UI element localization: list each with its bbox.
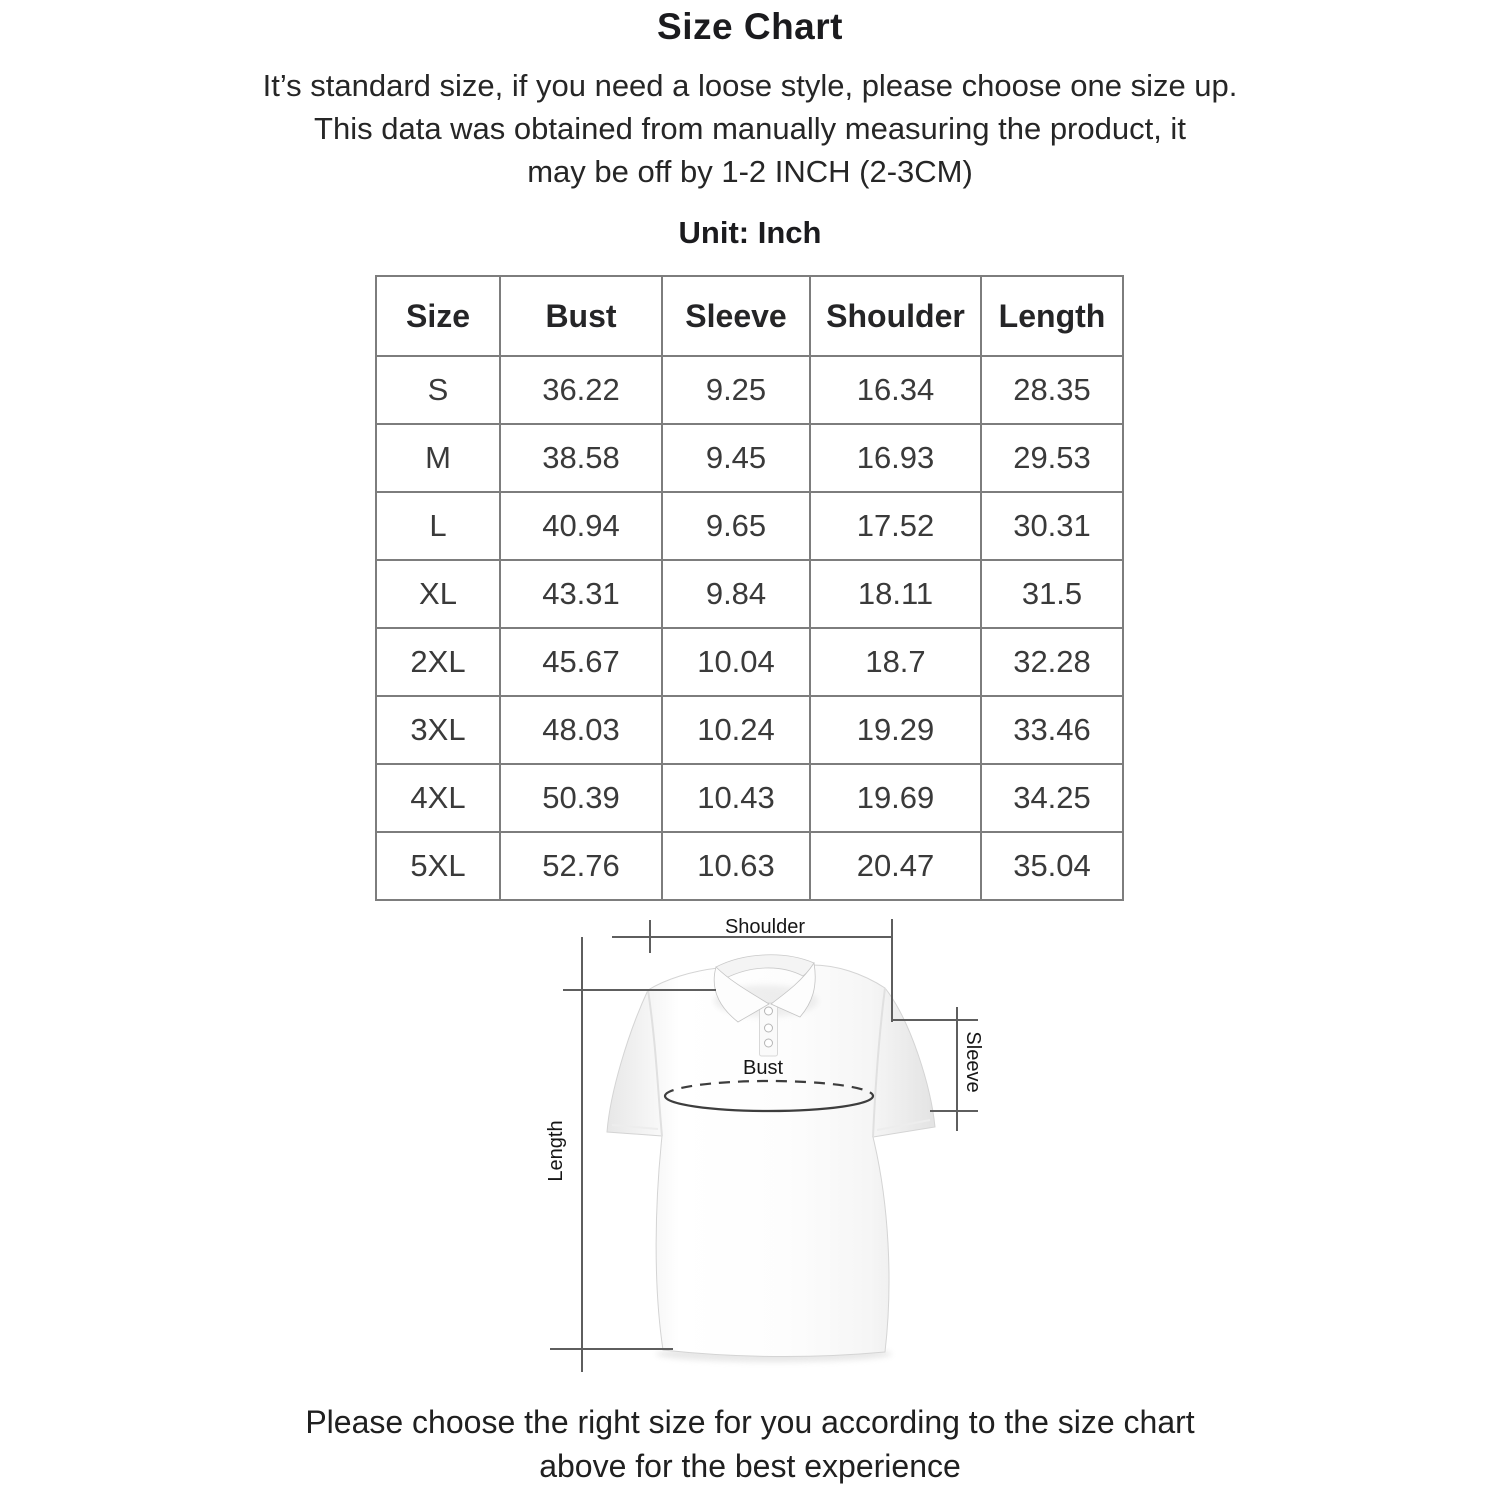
shirt-illustration bbox=[607, 955, 935, 1357]
cell-sleeve: 10.63 bbox=[662, 832, 810, 900]
cell-size: 2XL bbox=[376, 628, 500, 696]
cell-size: 5XL bbox=[376, 832, 500, 900]
cell-length: 33.46 bbox=[981, 696, 1123, 764]
cell-bust: 48.03 bbox=[500, 696, 662, 764]
cell-shoulder: 19.69 bbox=[810, 764, 981, 832]
cell-size: L bbox=[376, 492, 500, 560]
table-row bbox=[376, 628, 1123, 696]
cell-shoulder: 20.47 bbox=[810, 832, 981, 900]
cell-bust: 50.39 bbox=[500, 764, 662, 832]
cell-length: 31.5 bbox=[981, 560, 1123, 628]
table-row bbox=[376, 424, 1123, 492]
cell-sleeve: 9.84 bbox=[662, 560, 810, 628]
shoulder-label: Shoulder bbox=[724, 916, 806, 938]
footer-line-1: Please choose the right size for you according to the size chart bbox=[305, 1404, 1195, 1440]
cell-length: 32.28 bbox=[981, 628, 1123, 696]
header-cell-shoulder: Shoulder bbox=[810, 276, 981, 356]
footer-line-2: above for the best experience bbox=[539, 1448, 961, 1484]
bust-label: Bust bbox=[742, 1057, 784, 1079]
cell-bust: 45.67 bbox=[500, 628, 662, 696]
header-cell-sleeve: Sleeve bbox=[662, 276, 810, 356]
header-cell-size: Size bbox=[376, 276, 500, 356]
length-label: Length bbox=[545, 1120, 567, 1182]
table-row bbox=[376, 832, 1123, 900]
cell-shoulder: 19.29 bbox=[810, 696, 981, 764]
cell-shoulder: 18.11 bbox=[810, 560, 981, 628]
shirt-button bbox=[765, 1024, 773, 1032]
header-cell-length: Length bbox=[981, 276, 1123, 356]
cell-size: 4XL bbox=[376, 764, 500, 832]
shirt-measurement-diagram bbox=[540, 903, 992, 1391]
size-note-line-3: may be off by 1-2 INCH (2-3CM) bbox=[527, 154, 973, 189]
cell-size: S bbox=[376, 356, 500, 424]
table-row bbox=[376, 492, 1123, 560]
size-note-line-1: It’s standard size, if you need a loose style, please choose one size up. bbox=[262, 68, 1238, 103]
cell-sleeve: 9.25 bbox=[662, 356, 810, 424]
size-table bbox=[375, 275, 1124, 901]
cell-length: 29.53 bbox=[981, 424, 1123, 492]
size-note bbox=[0, 64, 1500, 193]
table-row bbox=[376, 696, 1123, 764]
cell-bust: 43.31 bbox=[500, 560, 662, 628]
unit-label: Unit: Inch bbox=[678, 215, 822, 250]
cell-sleeve: 10.43 bbox=[662, 764, 810, 832]
cell-bust: 38.58 bbox=[500, 424, 662, 492]
cell-size: 3XL bbox=[376, 696, 500, 764]
cell-length: 35.04 bbox=[981, 832, 1123, 900]
cell-size: XL bbox=[376, 560, 500, 628]
cell-length: 34.25 bbox=[981, 764, 1123, 832]
cell-bust: 36.22 bbox=[500, 356, 662, 424]
cell-sleeve: 10.24 bbox=[662, 696, 810, 764]
footer-note bbox=[0, 1400, 1500, 1488]
cell-bust: 40.94 bbox=[500, 492, 662, 560]
size-note-line-2: This data was obtained from manually measuring the product, it bbox=[314, 111, 1186, 146]
cell-shoulder: 18.7 bbox=[810, 628, 981, 696]
sleeve-label: Sleeve bbox=[962, 1031, 984, 1093]
cell-shoulder: 16.34 bbox=[810, 356, 981, 424]
table-row bbox=[376, 764, 1123, 832]
shirt-button bbox=[765, 1007, 773, 1015]
cell-sleeve: 9.45 bbox=[662, 424, 810, 492]
cell-length: 28.35 bbox=[981, 356, 1123, 424]
cell-shoulder: 17.52 bbox=[810, 492, 981, 560]
table-row bbox=[376, 356, 1123, 424]
cell-length: 30.31 bbox=[981, 492, 1123, 560]
shirt-button bbox=[765, 1039, 773, 1047]
header-cell-bust: Bust bbox=[500, 276, 662, 356]
cell-bust: 52.76 bbox=[500, 832, 662, 900]
cell-sleeve: 10.04 bbox=[662, 628, 810, 696]
table-row bbox=[376, 560, 1123, 628]
cell-size: M bbox=[376, 424, 500, 492]
table-header-row bbox=[376, 276, 1123, 356]
cell-shoulder: 16.93 bbox=[810, 424, 981, 492]
page-title: Size Chart bbox=[657, 6, 843, 47]
cell-sleeve: 9.65 bbox=[662, 492, 810, 560]
